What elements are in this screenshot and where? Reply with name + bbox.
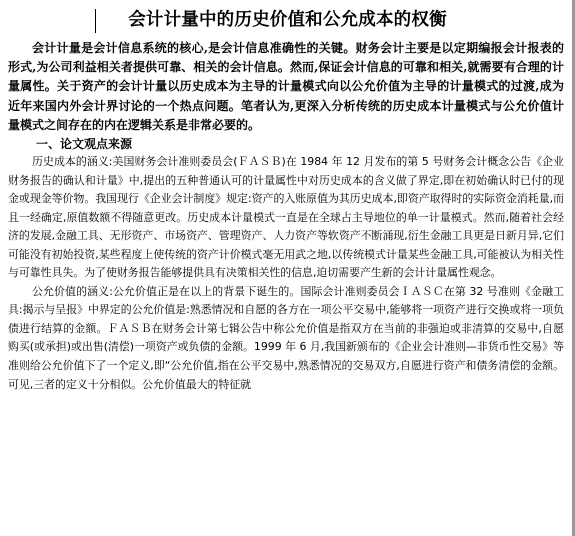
paragraph-fair-value: 公允价值的涵义:公允价值正是在以上的背景下诞生的。国际会计准则委员会ＩＡＳＣ在第 32 号准则《金融工具:揭示与呈报》中界定的公允价值是:熟悉情况和自愿的各方在一项公平交易中,能够将一项资产进行交换或将一项负债进行结算的金额。ＦＡＳＢ在财务会计第七辑公告中称公允价值是指双方在当前的非强迫或非清算的交易中,自愿购买(或承担)或出售(清偿)一项资产或负债的金额。1999 年 6 月,我国新颁布的《企业会计准则—非货币性交易》等准则给公允价值下了一个定义,即“公允价值,指在公平交易中,熟悉情况的交易双方,自愿进行资产和债务清偿的金额。可见,三者的定义十分相似。公允价值最大的特征就 <box>8 284 564 391</box>
text-cursor <box>95 9 96 33</box>
paragraph-historical-cost: 历史成本的涵义:美国财务会计准则委员会(ＦＡＳＢ)在 1984 年 12 月发布的第 5 号财务会计概念公告《企业财务报告的确认和计量》中,提出的五种普通认可的计量属性中对历史成本的含义做了界定,即在初始确认时已付的现金或现金等价物。我国现行《企业会计制度》规定:资产的入账原值为其历史成本,即资产取得时的实际资金消耗量,而且一经确定,原值数额不得随意更改。历史成本计量模式一直是在全球占主导地位的单一计量模式。然而,随着社会经济的发展,金融工具、无形资产、市场资产、管理资产、人力资产等软资产不断涌现,衍生金融工具更是日新月异,它们可能没有初始投资,某些程度上使传统的资产计价模式毫无用武之地,以传统模式计量某些金融工具,可能被认为相关性与可靠性具失。为了使财务报告能够提供具有决策相关性的信息,迫切需要产生新的会计计量属性观念。 <box>8 155 564 280</box>
section-heading: 一、论文观点来源 <box>36 137 133 152</box>
document-title: 会计计量中的历史价值和公允成本的权衡 <box>128 10 447 30</box>
intro-paragraph: 会计计量是会计信息系统的核心,是会计信息准确性的关键。财务会计主要是以定期编报会计报表的形式,为公司利益相关者提供可靠、相关的会计信息。然而,保证会计信息的可靠和相关,就需要有合理的计量属性。关于资产的会计计量以历史成本为主导的计量模式向以公允价值为主导的计量模式的过渡,成为近年来国内外会计界讨论的一个热点问题。笔者认为,更深入分析传统的历史成本计量模式与公允价值计量模式之间存在的内在逻辑关系是非常必要的。 <box>8 41 564 132</box>
document-body <box>8 39 564 394</box>
